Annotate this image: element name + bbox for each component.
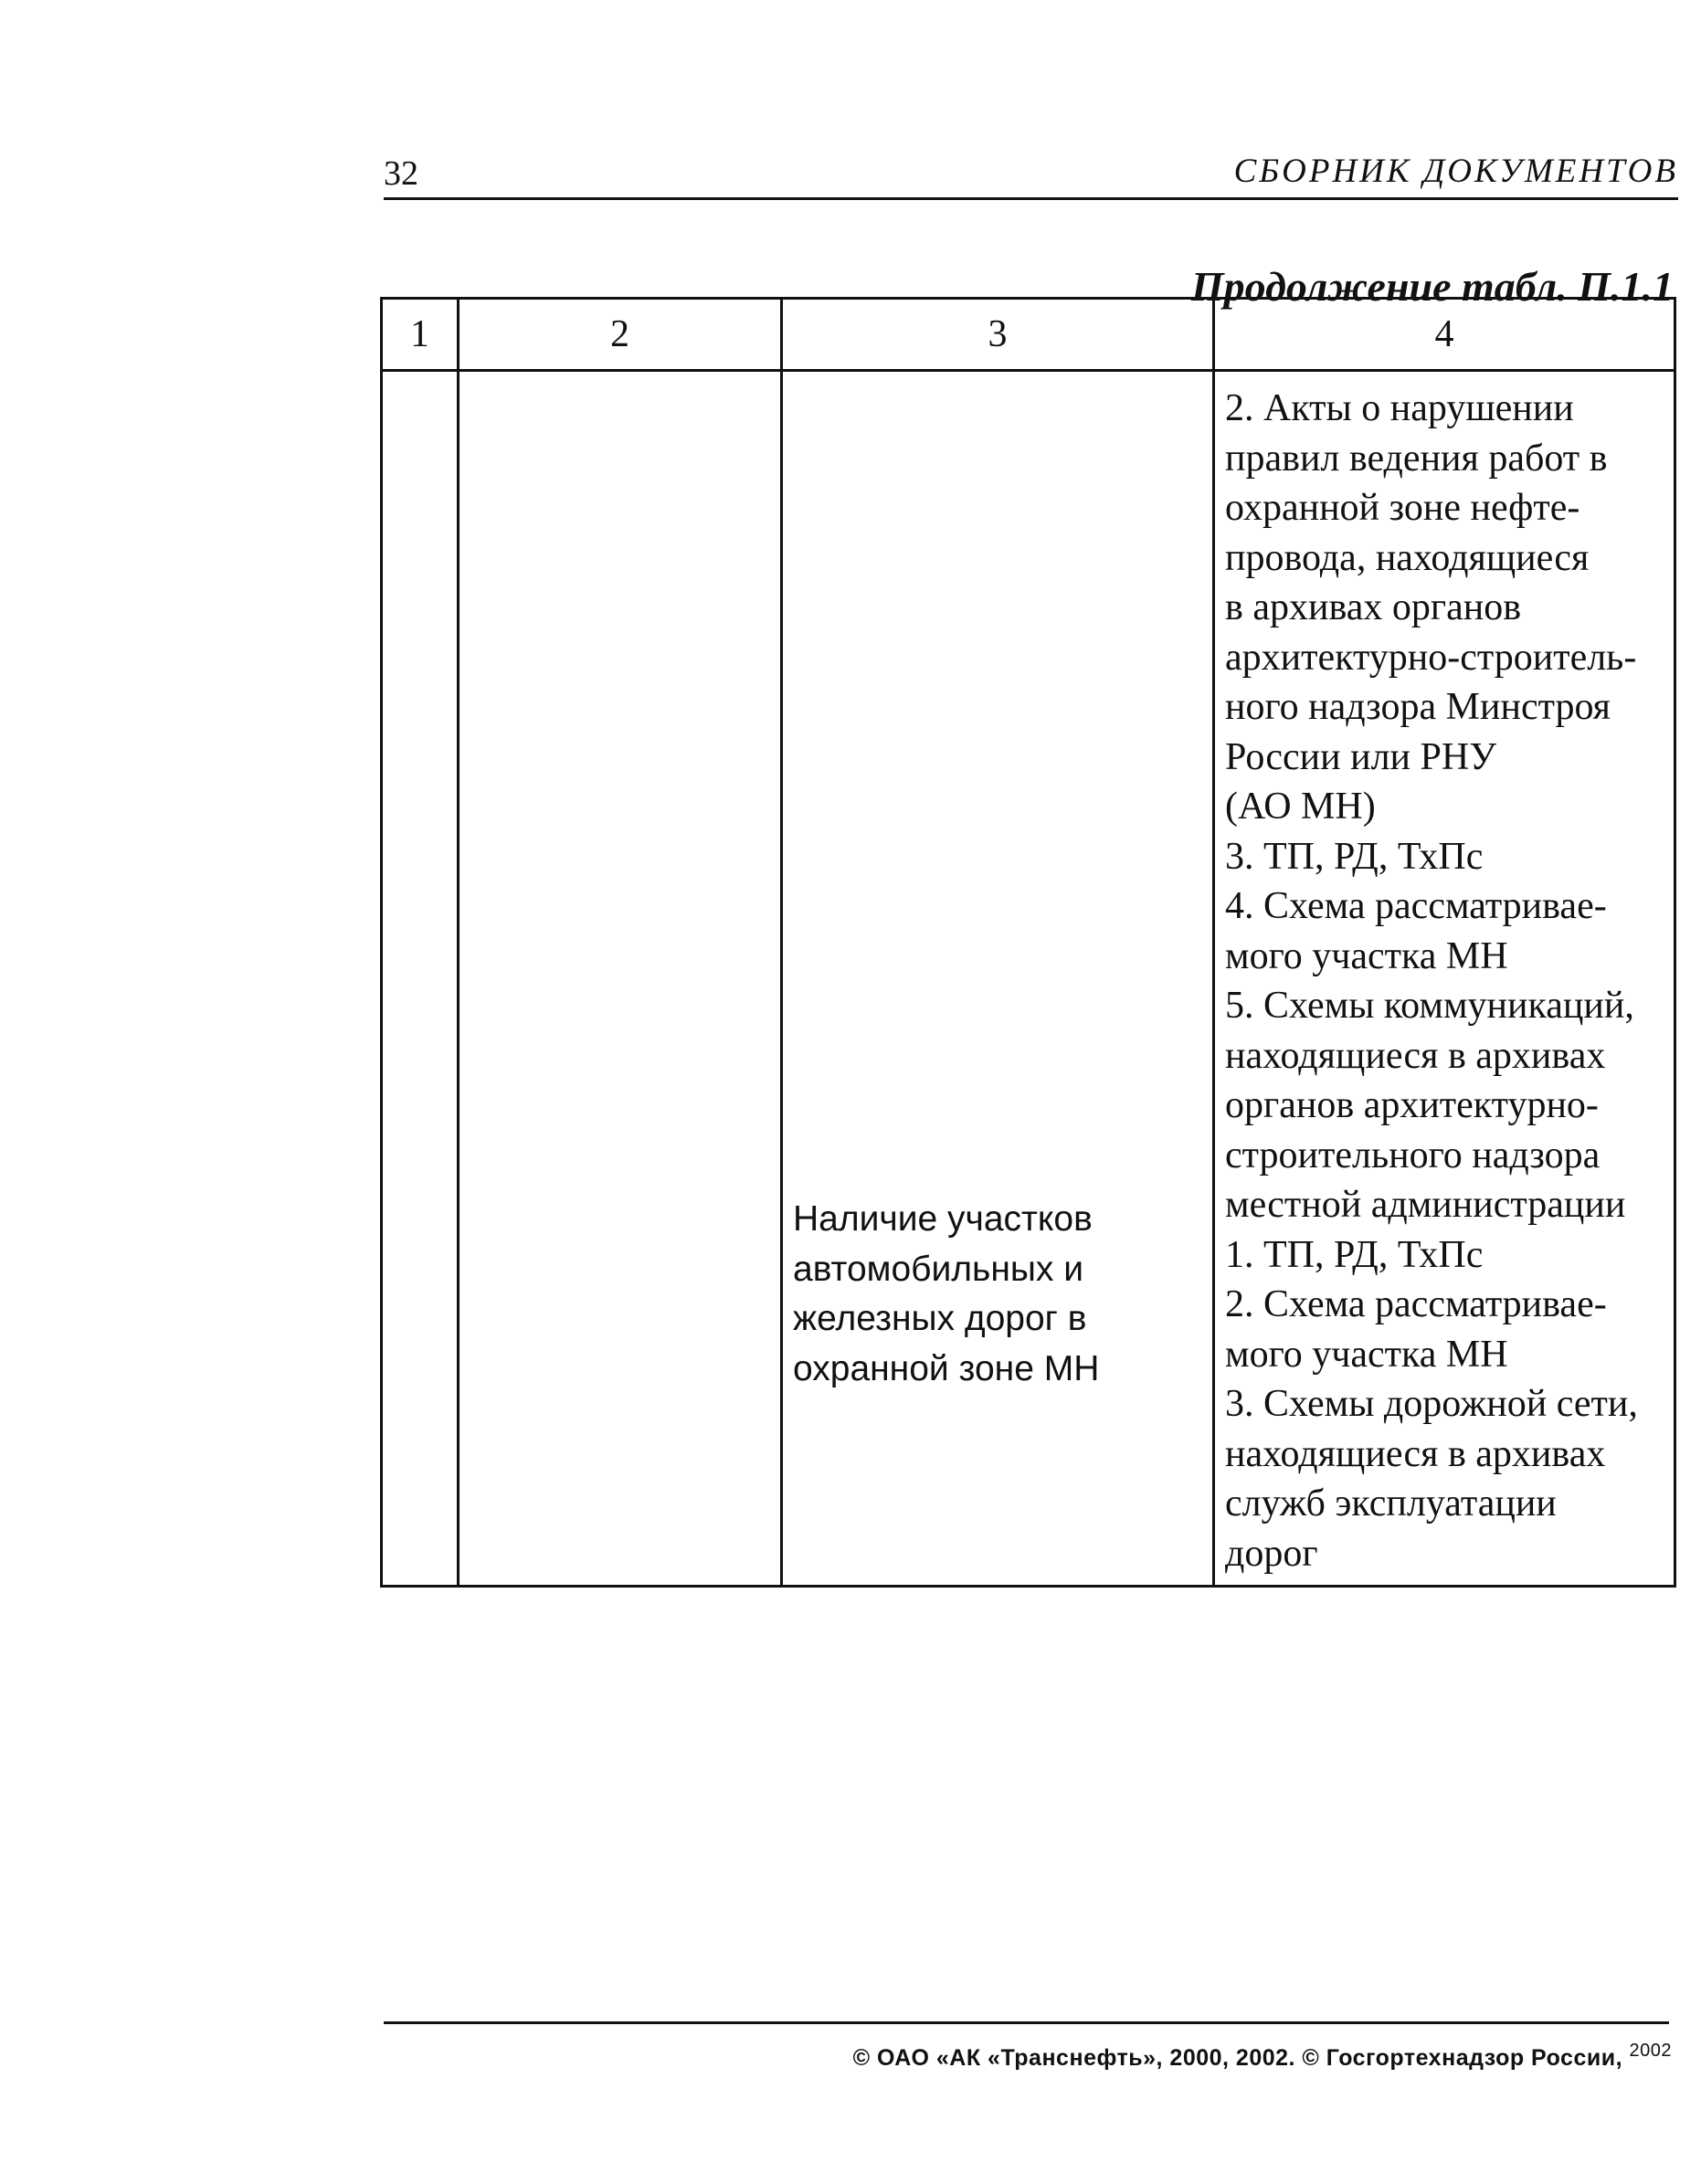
column-header-4: 4 — [1214, 299, 1675, 371]
footer-copyright — [853, 2037, 1672, 2072]
document-table — [380, 297, 1676, 1588]
cell-text-col4: 2. Акты о нарушении правил ведения работ в охранной зоне нефте- провода, находящиеся в архивах органов архитектурно-строитель- ного надзора Минстроя России или РНУ (АО МН) 3. ТП, РД, ТхПс 4. Схема рассматривае- мого участка МН 5. Схемы коммуникаций, находящиеся в архивах органов архитектурно- строительного надзора местной администрации 1. ТП, РД, ТхПс 2. Схема рассматривае- мого участка МН 3. Схемы дорожной сети, находящиеся в архивах служб эксплуатации дорог — [1225, 387, 1638, 1575]
cell-text-col3: Наличие участков автомобильных и железных дорог в охранной зоне МН — [793, 1199, 1100, 1388]
table-cell-col4 — [1214, 371, 1675, 1587]
table-caption: Продолжение табл. П.1.1 — [1190, 263, 1674, 310]
table-cell-col1 — [382, 371, 459, 1587]
column-header-3: 3 — [782, 299, 1214, 371]
table-row — [382, 371, 1675, 1587]
table-cell-col3 — [782, 371, 1214, 1587]
page-number: 32 — [384, 154, 418, 193]
footer-rule — [384, 2021, 1669, 2024]
copyright-text: © ОАО «АК «Транснефть», 2000, 2002. © Госгортехнадзор России, — [852, 2045, 1623, 2071]
running-title: СБОРНИК ДОКУМЕНТОВ — [1233, 153, 1678, 190]
table-cell-col2 — [459, 371, 782, 1587]
header-rule — [384, 197, 1678, 200]
copyright-year: 2002 — [1629, 2041, 1672, 2061]
column-header-1: 1 — [382, 299, 459, 371]
column-header-2: 2 — [459, 299, 782, 371]
table-header — [382, 299, 1675, 371]
table-header-row — [382, 299, 1675, 371]
